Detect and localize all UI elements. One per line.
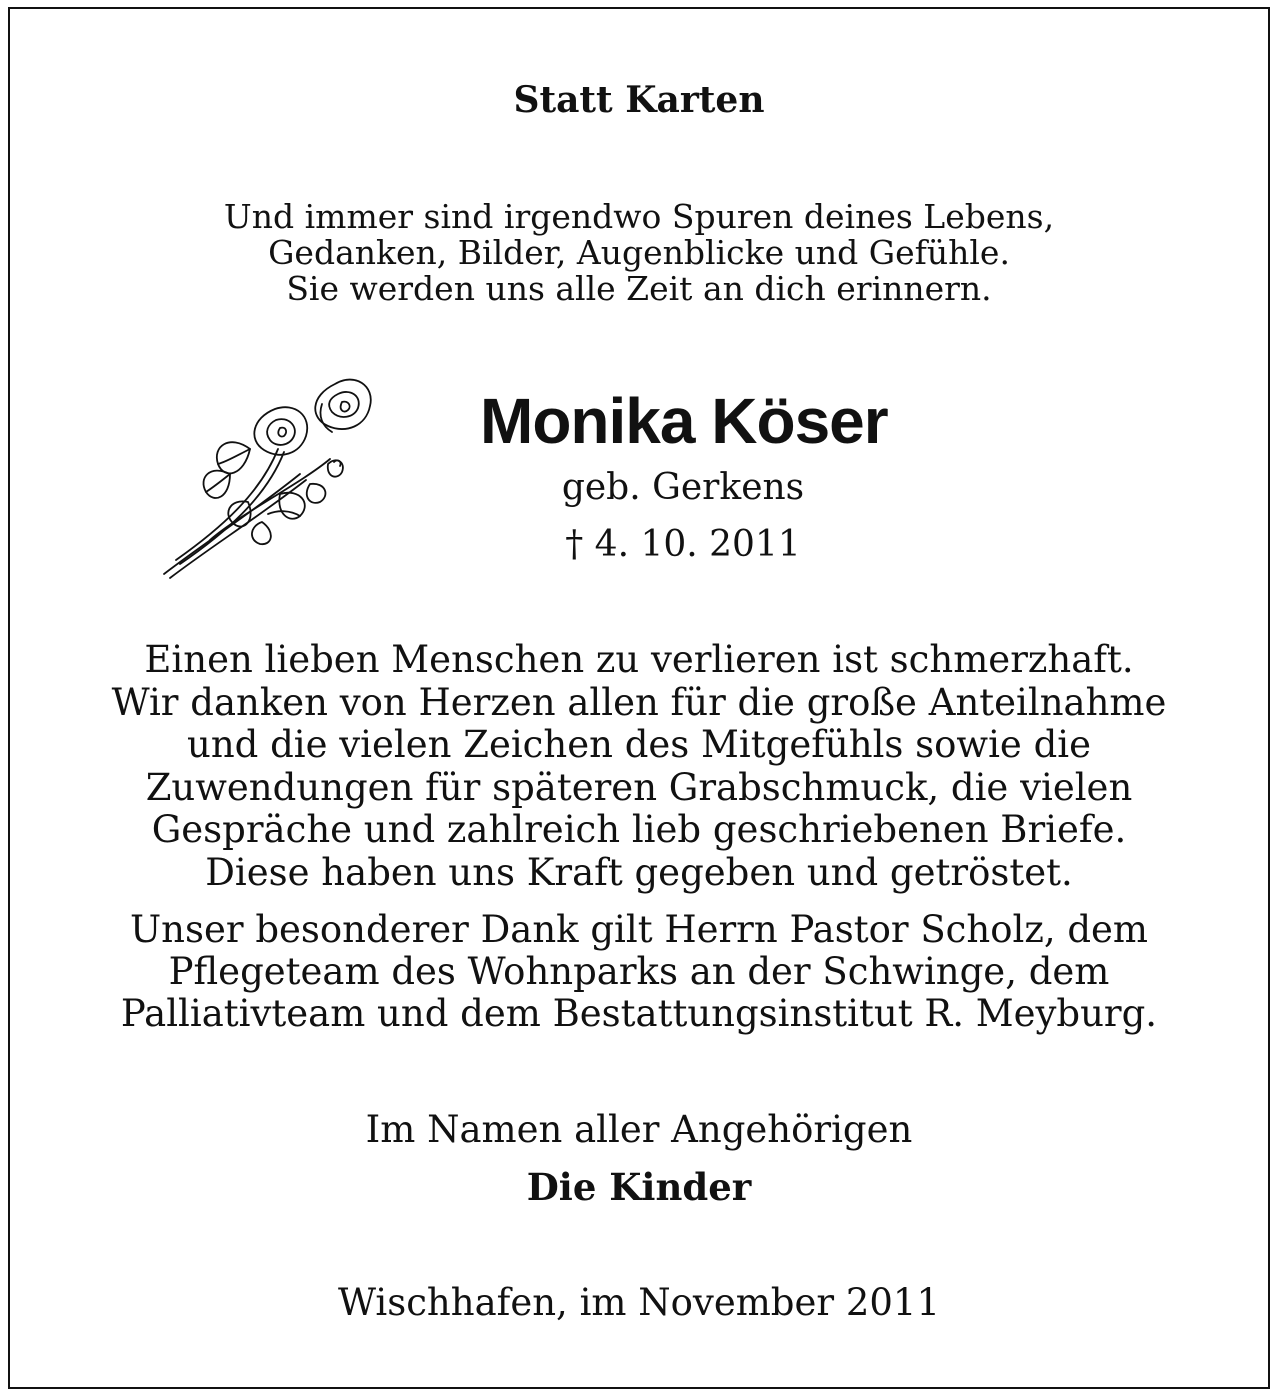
notice-heading: Statt Karten [513,79,765,121]
paragraph-line: und die vielen Zeichen des Mitgefühls sowie die [187,723,1091,766]
paragraph-line: Gespräche und zahlreich lieb geschriebenen Briefe. [151,808,1127,851]
memorial-verse [10,199,1268,307]
death-date: † 4. 10. 2011 [565,524,801,565]
deceased-name: Monika Köser [480,385,888,457]
paragraph-line: Unser besonderer Dank gilt Herrn Pastor Scholz, dem [129,908,1149,951]
paragraph-line: Zuwendungen für späteren Grabschmuck, die vielen [145,765,1133,809]
birth-name: geb. Gerkens [561,467,805,508]
obituary-notice [8,7,1270,1389]
paragraph-line: Pflegeteam des Wohnparks an der Schwinge, dem [168,950,1110,993]
place-and-date: Wischhafen, im November 2011 [338,1281,940,1324]
verse-line: Sie werden uns alle Zeit an dich erinnern. [286,269,992,308]
thanks-paragraph [10,639,1268,894]
paragraph-line: Palliativteam und dem Bestattungsinstitut R. Meyburg. [120,992,1158,1035]
paragraph-line: Diese haben uns Kraft gegeben und getröstet. [205,850,1073,894]
rose-illustration-icon [150,364,390,589]
signer: Die Kinder [526,1165,752,1209]
verse-line: Gedanken, Bilder, Augenblicke und Gefühle. [268,233,1010,272]
paragraph-line: Wir danken von Herzen allen für die große Anteilnahme [111,680,1167,724]
special-thanks-paragraph [10,909,1268,1035]
paragraph-line: Einen lieben Menschen zu verlieren ist schmerzhaft. [144,638,1134,681]
closing-line: Im Namen aller Angehörigen [365,1108,913,1151]
verse-line: Und immer sind irgendwo Spuren deines Lebens, [223,197,1055,236]
